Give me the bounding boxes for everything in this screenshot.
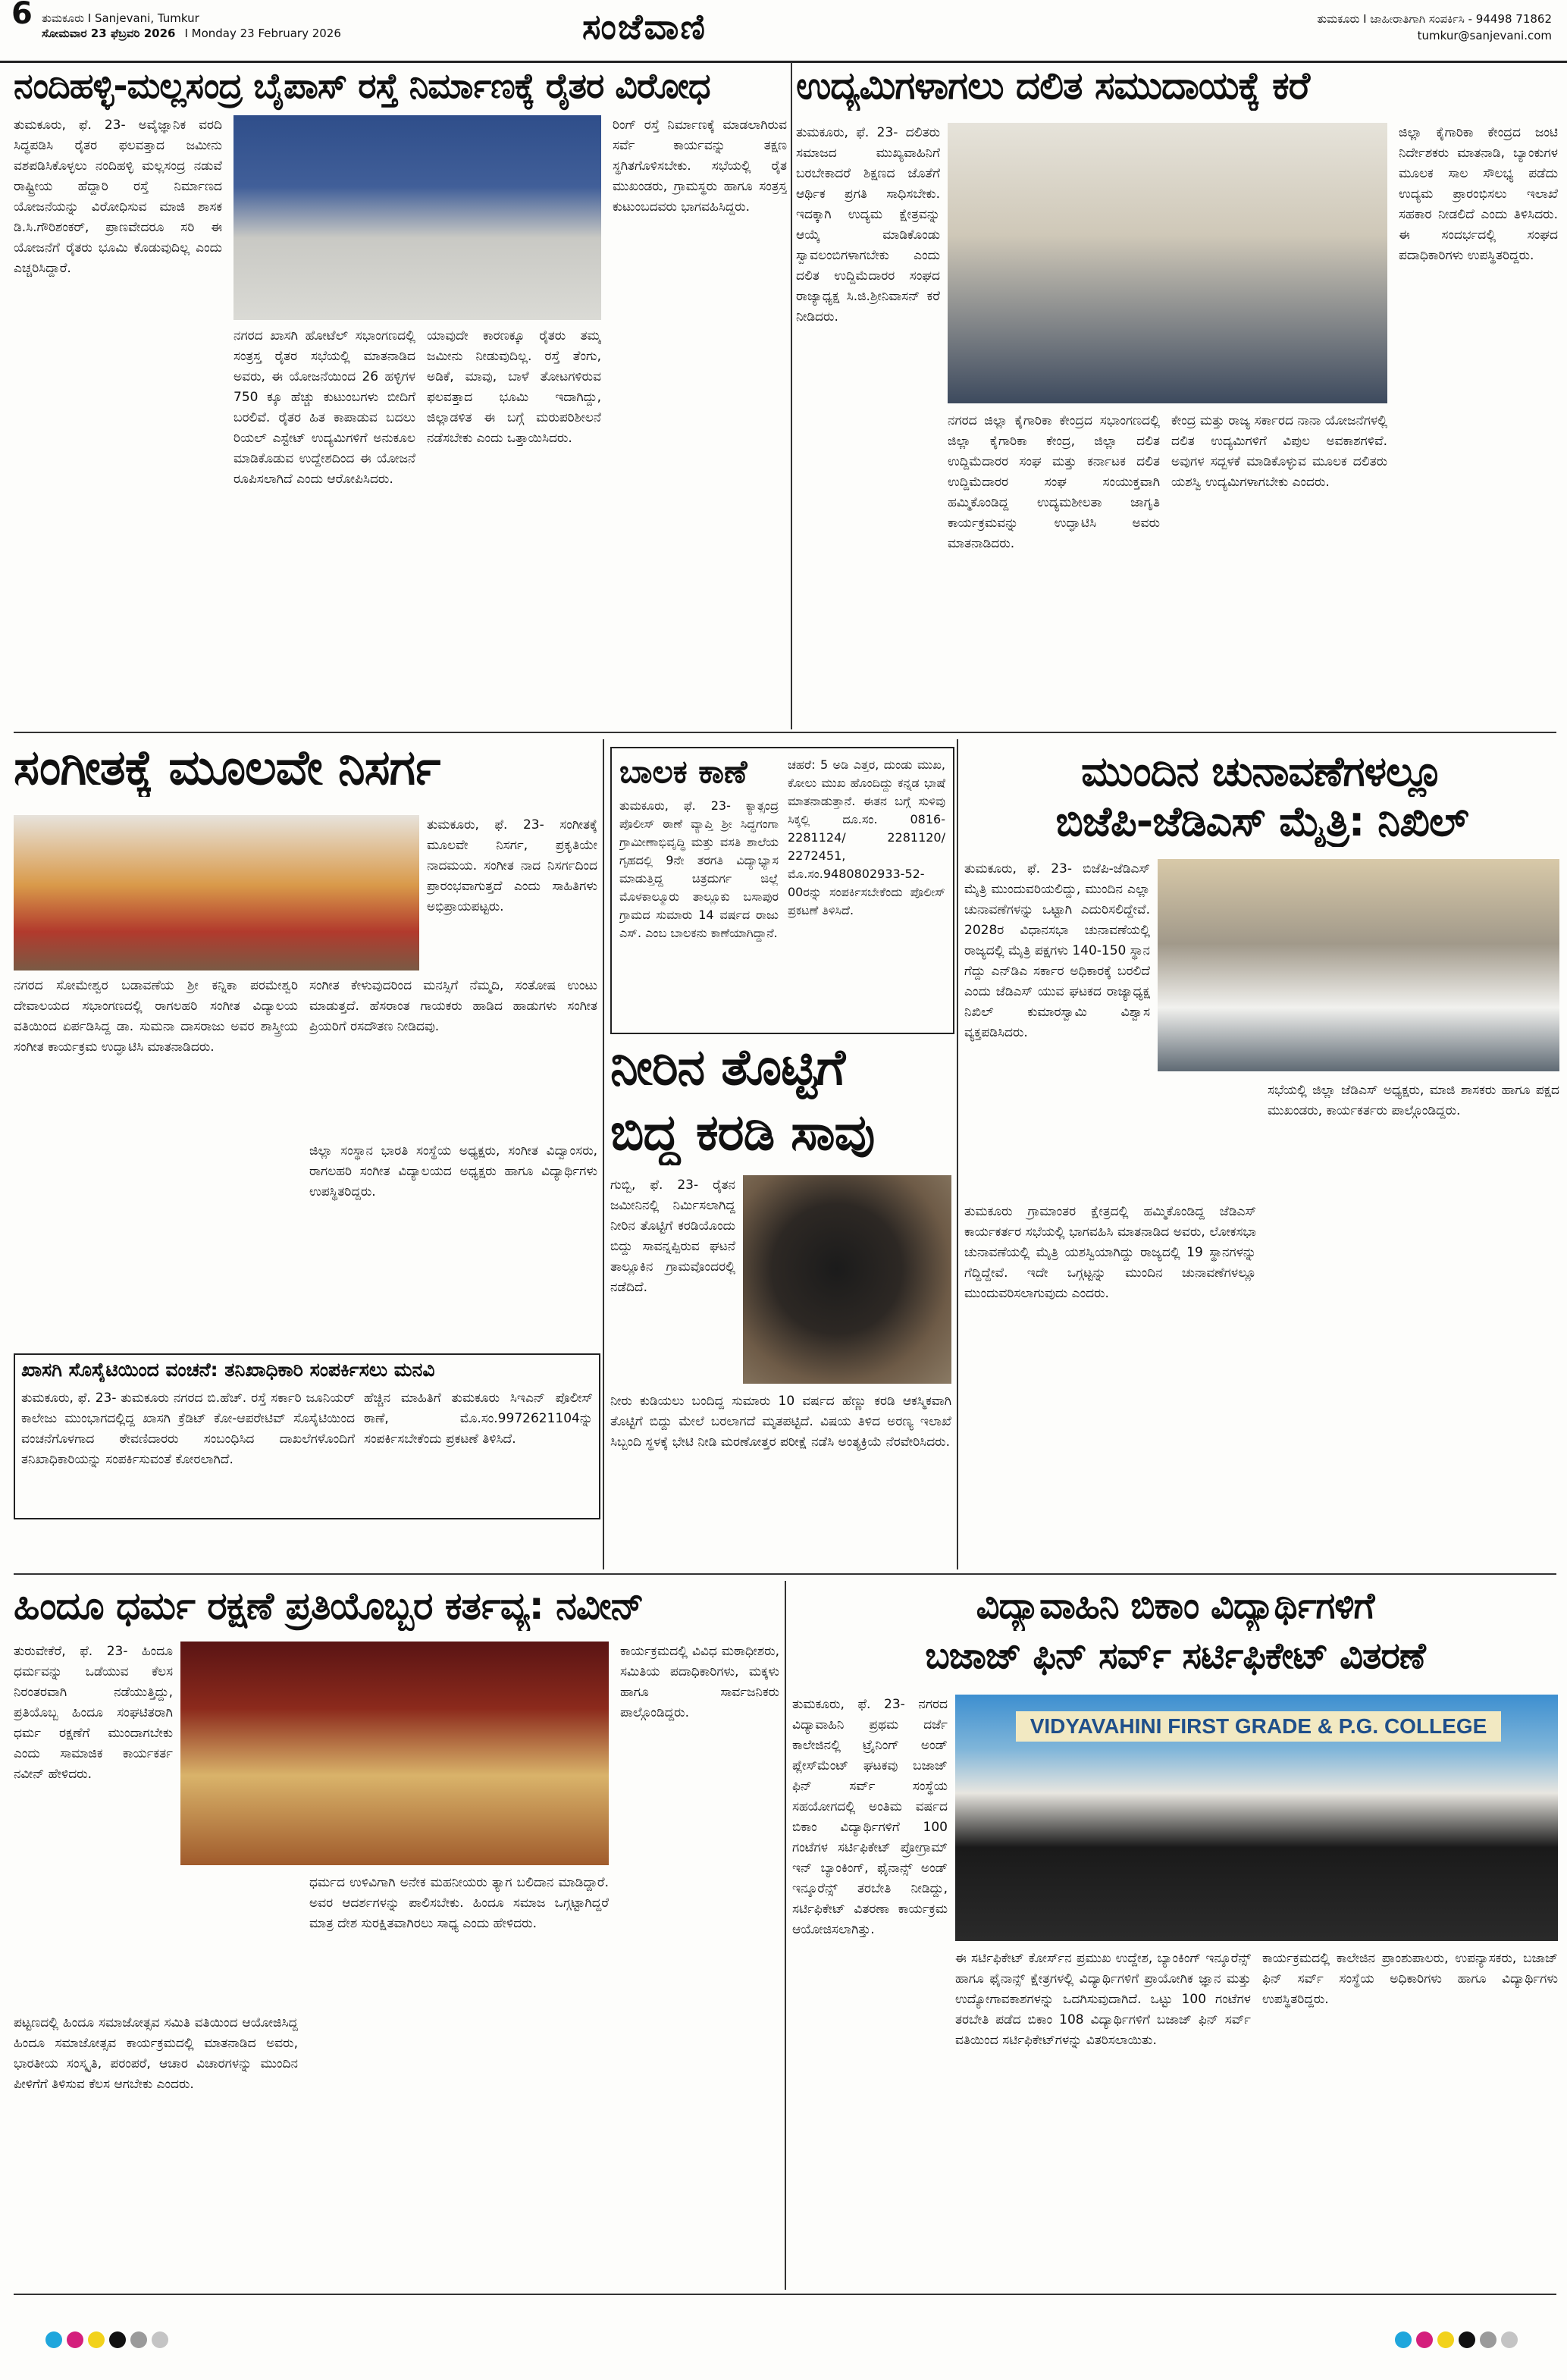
article-photo-group xyxy=(955,1695,1558,1941)
article-column: ಜಿಲ್ಲಾ ಸಂಸ್ಥಾನ ಭಾರತಿ ಸಂಸ್ಥೆಯ ಅಧ್ಯಕ್ಷರು, ಸಂಗೀತ ವಿದ್ವಾಂಸರು, ರಾಗಲಹರಿ ಸಂಗೀತ ವಿದ್ಯಾಲಯದ ಅಧ್ಯಕ್ಷರು ಹಾಗೂ ವಿದ್ಯಾರ್ಥಿಗಳು ಉಪಸ್ಥಿತರಿದ್ದರು. xyxy=(309,1143,597,1199)
grey-mark xyxy=(130,2331,147,2348)
article-column: ತುಮಕೂರು ಗ್ರಾಮಾಂತರ ಕ್ಷೇತ್ರದಲ್ಲಿ ಹಮ್ಮಿಕೊಂಡಿದ್ದ ಜೆಡಿಎಸ್ ಕಾರ್ಯಕರ್ತರ ಸಭೆಯಲ್ಲಿ ಭಾಗವಹಿಸಿ ಮಾತನಾಡಿದ ಅವರು, ಲೋಕಸಭಾ ಚುನಾವಣೆಯಲ್ಲಿ ಮೈತ್ರಿ ಯಶಸ್ವಿಯಾಗಿದ್ದು ರಾಜ್ಯದಲ್ಲಿ 19 ಸ್ಥಾನಗಳನ್ನು ಗೆದ್ದಿದ್ದೇವೆ. ಇದೇ ಒಗ್ಗಟ್ಟನ್ನು ಮುಂದಿನ ಚುನಾವಣೆಗಳಲ್ಲೂ ಮುಂದುವರಿಸಲಾಗುವುದು ಎಂದರು. xyxy=(964,1204,1256,1301)
article-column: ಹೆಚ್ಚಿನ ಮಾಹಿತಿಗೆ ತುಮಕೂರು ಸಿಇಎನ್ ಪೊಲೀಸ್ ಠಾಣೆ, ಮೊ.ಸಂ.9972621104ನ್ನು ಸಂಪರ್ಕಿಸಬೇಕೆಂದು ಪ್ರಕಟಣೆ ತಿಳಿಸಿದೆ. xyxy=(364,1391,593,1447)
article-column: ನಗರದ ಸೋಮೇಶ್ವರ ಬಡಾವಣೆಯ ಶ್ರೀ ಕನ್ನಿಕಾ ಪರಮೇಶ್ವರಿ ದೇವಾಲಯದ ಸಭಾಂಗಣದಲ್ಲಿ ರಾಗಲಹರಿ ಸಂಗೀತ ವಿದ್ಯಾಲಯ ವತಿಯಿಂದ ಏರ್ಪಡಿಸಿದ್ದ ಡಾ. ಸುಮನಾ ದಾಸರಾಜು ಅವರ ಶಾಸ್ತ್ರೀಯ ಸಂಗೀತ ಕಾರ್ಯಕ್ರಮ ಉದ್ಘಾಟಿಸಿ ಮಾತನಾಡಿದರು. xyxy=(14,978,298,1055)
article-photo-bear xyxy=(743,1175,951,1384)
article-bypass-protest xyxy=(14,61,788,728)
article-column: ಕಾರ್ಯಕ್ರಮದಲ್ಲಿ ವಿವಿಧ ಮಠಾಧೀಶರು, ಸಮಿತಿಯ ಪದಾಧಿಕಾರಿಗಳು, ಮಕ್ಕಳು ಹಾಗೂ ಸಾರ್ವಜನಿಕರು ಪಾಲ್ಗೊಂಡಿದ್ದರು. xyxy=(620,1644,779,1720)
article-bear-death xyxy=(610,1035,951,1569)
article-column: ಪಟ್ಟಣದಲ್ಲಿ ಹಿಂದೂ ಸಮಾಜೋತ್ಸವ ಸಮಿತಿ ವತಿಯಿಂದ ಆಯೋಜಿಸಿದ್ದ ಹಿಂದೂ ಸಮಾಜೋತ್ಸವ ಕಾರ್ಯಕ್ರಮದಲ್ಲಿ ಮಾತನಾಡಿದ ಅವರು, ಭಾರತೀಯ ಸಂಸ್ಕೃತಿ, ಪರಂಪರೆ, ಆಚಾರ ವಿಚಾರಗಳನ್ನು ಮುಂದಿನ ಪೀಳಿಗೆಗೆ ತಿಳಿಸುವ ಕೆಲಸ ಆಗಬೇಕು ಎಂದರು. xyxy=(14,2015,298,2092)
magenta-mark xyxy=(1416,2331,1433,2348)
article-photo xyxy=(180,1642,609,1865)
column-rule xyxy=(785,1581,786,2290)
article-column: ನಗರದ ಜಿಲ್ಲಾ ಕೈಗಾರಿಕಾ ಕೇಂದ್ರದ ಸಭಾಂಗಣದಲ್ಲಿ ಜಿಲ್ಲಾ ಕೈಗಾರಿಕಾ ಕೇಂದ್ರ, ಜಿಲ್ಲಾ ದಲಿತ ಉದ್ದಿಮೆದಾರರ ಸಂಘ ಮತ್ತು ಕರ್ನಾಟಕ ದಲಿತ ಉದ್ದಿಮೆದಾರರ ಸಂಘ ಸಂಯುಕ್ತವಾಗಿ ಹಮ್ಮಿಕೊಂಡಿದ್ದ ಉದ್ಯಮಶೀಲತಾ ಜಾಗೃತಿ ಕಾರ್ಯಕ್ರಮವನ್ನು ಉದ್ಘಾಟಿಸಿ ಅವರು ಮಾತನಾಡಿದರು. xyxy=(948,413,1160,551)
black-mark xyxy=(109,2331,126,2348)
article-hindu-dharma xyxy=(14,1581,779,2290)
article-headline-line1: ನೀರಿನ ತೊಟ್ಟಿಗೆ xyxy=(610,1038,845,1096)
article-column: ಈ ಸರ್ಟಿಫಿಕೇಟ್ ಕೋರ್ಸ್‌ನ ಪ್ರಮುಖ ಉದ್ದೇಶ, ಬ್ಯಾಂಕಿಂಗ್ ಇನ್ಶೂರೆನ್ಸ್ ಹಾಗೂ ಫೈನಾನ್ಸ್ ಕ್ಷೇತ್ರಗಳಲ್ಲಿ ವಿದ್ಯಾರ್ಥಿಗಳಿಗೆ ಪ್ರಾಯೋಗಿಕ ಜ್ಞಾನ ಮತ್ತು ಉದ್ಯೋಗಾವಕಾಶಗಳನ್ನು ಒದಗಿಸುವುದಾಗಿದೆ. ಒಟ್ಟು 100 ಗಂಟೆಗಳ ತರಬೇತಿ ಪಡೆದ ಬಿಕಾಂ 108 ವಿದ್ಯಾರ್ಥಿಗಳಿಗೆ ಬಜಾಜ್ ಫಿನ್ ಸರ್ವ್ ವತಿಯಿಂದ ಸರ್ಟಿಫಿಕೇಟ್‌ಗಳನ್ನು ವಿತರಿಸಲಾಯಿತು. xyxy=(955,1951,1251,2048)
date-kannada: ಸೋಮವಾರ 23 ಫೆಬ್ರವರಿ 2026 xyxy=(42,27,176,40)
date-english: I Monday 23 February 2026 xyxy=(184,27,341,40)
article-headline: ಉದ್ಯಮಿಗಳಾಗಲು ದಲಿತ ಸಮುದಾಯಕ್ಕೆ ಕರೆ xyxy=(796,64,1310,108)
masthead-right xyxy=(1317,11,1552,44)
article-headline: ಹಿಂದೂ ಧರ್ಮ ರಕ್ಷಣೆ ಪ್ರತಿಯೊಬ್ಬರ ಕರ್ತವ್ಯ: ನವೀನ್ xyxy=(14,1584,644,1628)
article-column: ಸಭೆಯಲ್ಲಿ ಜಿಲ್ಲಾ ಜೆಡಿಎಸ್ ಅಧ್ಯಕ್ಷರು, ಮಾಜಿ ಶಾಸಕರು ಹಾಗೂ ಪಕ್ಷದ ಮುಖಂಡರು, ಕಾರ್ಯಕರ್ತರು ಪಾಲ್ಗೊಂಡಿದ್ದರು. xyxy=(1268,1083,1559,1118)
article-headline: ಖಾಸಗಿ ಸೊಸೈಟಿಯಿಂದ ವಂಚನೆ: ತನಿಖಾಧಿಕಾರಿ ಸಂಪರ್ಕಿಸಲು ಮನವಿ xyxy=(21,1359,435,1381)
section-rule xyxy=(14,1573,1556,1575)
article-missing-boy xyxy=(610,747,954,1034)
black-mark xyxy=(1459,2331,1475,2348)
article-society-fraud xyxy=(14,1353,600,1519)
article-column: ನೀರು ಕುಡಿಯಲು ಬಂದಿದ್ದ ಸುಮಾರು 10 ವರ್ಷದ ಹೆಣ್ಣು ಕರಡಿ ಆಕಸ್ಮಿಕವಾಗಿ ತೊಟ್ಟಿಗೆ ಬಿದ್ದು ಮೇಲೆ ಬರಲಾಗದೆ ಮೃತಪಟ್ಟಿದೆ. ವಿಷಯ ತಿಳಿದ ಅರಣ್ಯ ಇಲಾಖೆ ಸಿಬ್ಬಂದಿ ಸ್ಥಳಕ್ಕೆ ಭೇಟಿ ನೀಡಿ ಮರಣೋತ್ತರ ಪರೀಕ್ಷೆ ನಡೆಸಿ ಅಂತ್ಯಕ್ರಿಯೆ ನೆರವೇರಿಸಿದರು. xyxy=(610,1394,951,1450)
article-headline: ಸಂಗೀತಕ್ಕೆ ಮೂಲವೇ ನಿಸರ್ಗ xyxy=(14,740,440,796)
yellow-mark xyxy=(88,2331,105,2348)
article-column: ತುಮಕೂರು, ಫೆ. 23- ತುಮಕೂರು ನಗರದ ಬಿ.ಹೆಚ್. ರಸ್ತೆ ಸರ್ಕಾರಿ ಜೂನಿಯರ್ ಕಾಲೇಜು ಮುಂಭಾಗದಲ್ಲಿದ್ದ ಖಾಸಗಿ ಕ್ರೆಡಿಟ್ ಕೋ-ಆಪರೇಟಿವ್ ಸೊಸೈಟಿಯಿಂದ ವಂಚನೆಗೊಳಗಾದ ಠೇವಣಿದಾರರು ಸಂಬಂಧಿಸಿದ ದಾಖಲೆಗಳೊಂದಿಗೆ ತನಿಖಾಧಿಕಾರಿಯನ್ನು ಸಂಪರ್ಕಿಸುವಂತೆ ಕೋರಲಾಗಿದೆ. xyxy=(21,1391,355,1467)
masthead xyxy=(0,0,1567,63)
article-bjp-jds-alliance xyxy=(964,739,1559,1569)
article-vidyavahini-certificates xyxy=(792,1581,1558,2290)
article-column: ಜಿಲ್ಲಾ ಕೈಗಾರಿಕಾ ಕೇಂದ್ರದ ಜಂಟಿ ನಿರ್ದೇಶಕರು ಮಾತನಾಡಿ, ಬ್ಯಾಂಕುಗಳ ಮೂಲಕ ಸಾಲ ಸೌಲಭ್ಯ ಪಡೆದು ಉದ್ಯಮ ಪ್ರಾರಂಭಿಸಲು ಇಲಾಖೆ ಸಹಕಾರ ನೀಡಲಿದೆ ಎಂದು ತಿಳಿಸಿದರು. ಈ ಸಂದರ್ಭದಲ್ಲಿ ಸಂಘದ ಪದಾಧಿಕಾರಿಗಳು ಉಪಸ್ಥಿತರಿದ್ದರು. xyxy=(1399,125,1558,263)
edition-label: ತುಮಕೂರು I Sanjevani, Tumkur xyxy=(42,11,199,25)
registration-marks-left xyxy=(45,2331,168,2348)
article-headline: ನಂದಿಹಳ್ಳಿ-ಮಲ್ಲಸಂದ್ರ ಬೈಪಾಸ್ ರಸ್ತೆ ನಿರ್ಮಾಣಕ್ಕೆ ರೈತರ ವಿರೋಧ xyxy=(14,65,710,106)
masthead-left xyxy=(11,0,341,41)
photo-banner-text: VIDYAVAHINI FIRST GRADE & P.G. COLLEGE xyxy=(1016,1711,1501,1742)
article-column: ತುಮಕೂರು, ಫೆ. 23- ಸಂಗೀತಕ್ಕೆ ಮೂಲವೇ ನಿಸರ್ಗ, ಪ್ರಕೃತಿಯೇ ನಾದಮಯ. ಸಂಗೀತ ನಾದ ನಿಸರ್ಗದಿಂದ ಪ್ರಾರಂಭವಾಗುತ್ತದೆ ಎಂದು ಸಾಹಿತಿಗಳು ಅಭಿಪ್ರಾಯಪಟ್ಟರು. xyxy=(427,817,597,914)
cyan-mark xyxy=(45,2331,62,2348)
article-column: ಚಹರೆ: 5 ಅಡಿ ಎತ್ತರ, ದುಂಡು ಮುಖ, ಕೋಲು ಮುಖ ಹೊಂದಿದ್ದು ಕನ್ನಡ ಭಾಷೆ ಮಾತನಾಡುತ್ತಾನೆ. ಈತನ ಬಗ್ಗೆ ಸುಳಿವು ಸಿಕ್ಕಲ್ಲಿ ದೂ.ಸಂ. 0816-2281124/ 2281120/ 2272451, ಮೊ.ಸಂ.9480802933-52-00ರನ್ನು ಸಂಪರ್ಕಿಸಬೇಕೆಂದು ಪೊಲೀಸ್ ಪ್ರಕಟಣೆ ತಿಳಿಸಿದೆ. xyxy=(788,757,945,917)
yellow-mark xyxy=(1437,2331,1454,2348)
article-music xyxy=(14,739,597,1353)
registration-marks-right xyxy=(1395,2331,1518,2348)
grey-mark xyxy=(1501,2331,1518,2348)
article-column: ತುರುವೇಕೆರೆ, ಫೆ. 23- ಹಿಂದೂ ಧರ್ಮವನ್ನು ಒಡೆಯುವ ಕೆಲಸ ನಿರಂತರವಾಗಿ ನಡೆಯುತ್ತಿದ್ದು, ಪ್ರತಿಯೊಬ್ಬ ಹಿಂದೂ ಸಂಘಟಿತರಾಗಿ ಧರ್ಮ ರಕ್ಷಣೆಗೆ ಮುಂದಾಗಬೇಕು ಎಂದು ಸಾಮಾಜಿಕ ಕಾರ್ಯಕರ್ತ ನವೀನ್ ಹೇಳಿದರು. xyxy=(14,1644,173,1782)
page-number: 6 xyxy=(11,0,33,31)
article-headline-line1: ಮುಂದಿನ ಚುನಾವಣೆಗಳಲ್ಲೂ xyxy=(1081,748,1443,795)
article-headline-line2: ಬಜಾಜ್ ಫಿನ್ ಸರ್ವ್ ಸರ್ಟಿಫಿಕೇಟ್ ವಿತರಣೆ xyxy=(925,1635,1425,1677)
email-link[interactable]: tumkur@sanjevani.com xyxy=(1417,29,1552,42)
newspaper-logo xyxy=(523,3,766,52)
article-photo xyxy=(233,115,601,320)
article-photo xyxy=(948,123,1387,403)
article-headline-line2: ಬಿದ್ದ ಕರಡಿ ಸಾವು xyxy=(610,1103,875,1162)
logo-text: ಸಂಜೆವಾಣಿ xyxy=(582,6,707,47)
article-photo xyxy=(14,815,419,971)
article-column: ಕಾರ್ಯಕ್ರಮದಲ್ಲಿ ಕಾಲೇಜಿನ ಪ್ರಾಂಶುಪಾಲರು, ಉಪನ್ಯಾಸಕರು, ಬಜಾಜ್ ಫಿನ್ ಸರ್ವ್ ಸಂಸ್ಥೆಯ ಅಧಿಕಾರಿಗಳು ಹಾಗೂ ವಿದ್ಯಾರ್ಥಿಗಳು ಉಪಸ್ಥಿತರಿದ್ದರು. xyxy=(1262,1951,1558,2007)
section-rule xyxy=(14,2294,1556,2295)
column-rule xyxy=(957,739,958,1569)
grey-mark xyxy=(1480,2331,1496,2348)
ad-contact: ತುಮಕೂರು I ಜಾಹೀರಾತಿಗಾಗಿ ಸಂಪರ್ಕಿಸಿ - 94498 71862 xyxy=(1317,12,1552,26)
article-column: ಗುಬ್ಬಿ, ಫೆ. 23- ರೈತನ ಜಮೀನಿನಲ್ಲಿ ನಿರ್ಮಿಸಲಾಗಿದ್ದ ನೀರಿನ ತೊಟ್ಟಿಗೆ ಕರಡಿಯೊಂದು ಬಿದ್ದು ಸಾವನ್ನಪ್ಪಿರುವ ಘಟನೆ ತಾಲ್ಲೂಕಿನ ಗ್ರಾಮವೊಂದರಲ್ಲಿ ನಡೆದಿದೆ. xyxy=(610,1177,735,1295)
grey-mark xyxy=(152,2331,168,2348)
article-column: ಧರ್ಮದ ಉಳಿವಿಗಾಗಿ ಅನೇಕ ಮಹನೀಯರು ತ್ಯಾಗ ಬಲಿದಾನ ಮಾಡಿದ್ದಾರೆ. ಅವರ ಆದರ್ಶಗಳನ್ನು ಪಾಲಿಸಬೇಕು. ಹಿಂದೂ ಸಮಾಜ ಒಗ್ಗಟ್ಟಾಗಿದ್ದರೆ ಮಾತ್ರ ದೇಶ ಸುರಕ್ಷಿತವಾಗಿರಲು ಸಾಧ್ಯ ಎಂದು ಹೇಳಿದರು. xyxy=(309,1875,609,1931)
article-column: ತುಮಕೂರು, ಫೆ. 23- ಅವೈಜ್ಞಾನಿಕ ವರದಿ ಸಿದ್ಧಪಡಿಸಿ ರೈತರ ಫಲವತ್ತಾದ ಜಮೀನು ವಶಪಡಿಸಿಕೊಳ್ಳಲು ನಂದಿಹಳ್ಳಿ ಮಲ್ಲಸಂದ್ರ ನಡುವೆ ರಾಷ್ಟ್ರೀಯ ಹೆದ್ದಾರಿ ರಸ್ತೆ ನಿರ್ಮಾಣದ ಯೋಜನೆಯನ್ನು ವಿರೋಧಿಸುವ ಮಾಜಿ ಶಾಸಕ ಡಿ.ಸಿ.ಗೌರಿಶಂಕರ್, ಪ್ರಾಣವೇದರೂ ಸರಿ ಈ ಯೋಜನೆಗೆ ರೈತರು ಭೂಮಿ ಕೊಡುವುದಿಲ್ಲ ಎಂದು ಎಚ್ಚರಿಸಿದ್ದಾರೆ. xyxy=(14,118,222,276)
column-rule xyxy=(603,739,604,1569)
article-column: ರಿಂಗ್ ರಸ್ತೆ ನಿರ್ಮಾಣಕ್ಕೆ ಮಾಡಲಾಗಿರುವ ಸರ್ವೆ ಕಾರ್ಯವನ್ನು ತಕ್ಷಣ ಸ್ಥಗಿತಗೊಳಿಸಬೇಕು. ಸಭೆಯಲ್ಲಿ ರೈತ ಮುಖಂಡರು, ಗ್ರಾಮಸ್ಥರು ಹಾಗೂ ಸಂತ್ರಸ್ತ ಕುಟುಂಬದವರು ಭಾಗವಹಿಸಿದ್ದರು. xyxy=(613,118,787,215)
article-photo xyxy=(1158,859,1559,1071)
article-column: ನಗರದ ಖಾಸಗಿ ಹೋಟೆಲ್ ಸಭಾಂಗಣದಲ್ಲಿ ಸಂತ್ರಸ್ತ ರೈತರ ಸಭೆಯಲ್ಲಿ ಮಾತನಾಡಿದ ಅವರು, ಈ ಯೋಜನೆಯಿಂದ 26 ಹಳ್ಳಿಗಳ 750 ಕ್ಕೂ ಹೆಚ್ಚು ಕುಟುಂಬಗಳು ಬೀದಿಗೆ ಬರಲಿವೆ. ರೈತರ ಹಿತ ಕಾಪಾಡುವ ಬದಲು ರಿಯಲ್ ಎಸ್ಟೇಟ್ ಉದ್ಯಮಿಗಳಿಗೆ ಅನುಕೂಲ ಮಾಡಿಕೊಡುವ ಉದ್ದೇಶದಿಂದ ಈ ಯೋಜನೆ ರೂಪಿಸಲಾಗಿದೆ ಎಂದು ಆರೋಪಿಸಿದರು. xyxy=(233,328,415,487)
article-column: ಯಾವುದೇ ಕಾರಣಕ್ಕೂ ರೈತರು ತಮ್ಮ ಜಮೀನು ನೀಡುವುದಿಲ್ಲ. ರಸ್ತೆ ತೆಂಗು, ಅಡಿಕೆ, ಮಾವು, ಬಾಳೆ ತೋಟಗಳಿರುವ ಫಲವತ್ತಾದ ಭೂಮಿ ಇದಾಗಿದ್ದು, ಜಿಲ್ಲಾಡಳಿತ ಈ ಬಗ್ಗೆ ಮರುಪರಿಶೀಲನೆ ನಡೆಸಬೇಕು ಎಂದು ಒತ್ತಾಯಿಸಿದರು. xyxy=(427,328,601,446)
article-column: ತುಮಕೂರು, ಫೆ. 23- ನಗರದ ವಿದ್ಯಾವಾಹಿನಿ ಪ್ರಥಮ ದರ್ಜೆ ಕಾಲೇಜಿನಲ್ಲಿ ಟ್ರೈನಿಂಗ್ ಅಂಡ್ ಪ್ಲೇಸ್‌ಮೆಂಟ್ ಘಟಕವು ಬಜಾಜ್ ಫಿನ್ ಸರ್ವ್ ಸಂಸ್ಥೆಯ ಸಹಯೋಗದಲ್ಲಿ ಅಂತಿಮ ವರ್ಷದ ಬಿಕಾಂ ವಿದ್ಯಾರ್ಥಿಗಳಿಗೆ 100 ಗಂಟೆಗಳ ಸರ್ಟಿಫಿಕೇಟ್ ಪ್ರೋಗ್ರಾಮ್ ಇನ್ ಬ್ಯಾಂಕಿಂಗ್, ಫೈನಾನ್ಸ್ ಅಂಡ್ ಇನ್ಶೂರೆನ್ಸ್ ತರಬೇತಿ ನೀಡಿದ್ದು, ಸರ್ಟಿಫಿಕೇಟ್ ವಿತರಣಾ ಕಾರ್ಯಕ್ರಮ ಆಯೋಜಿಸಲಾಗಿತ್ತು. xyxy=(792,1697,948,1937)
section-rule xyxy=(14,732,1556,733)
article-column: ತುಮಕೂರು, ಫೆ. 23- ಕ್ಯಾತ್ಸಂದ್ರ ಪೊಲೀಸ್ ಠಾಣೆ ವ್ಯಾಪ್ತಿ ಶ್ರೀ ಸಿದ್ಧಗಂಗಾ ಗ್ರಾಮೀಣಾಭಿವೃದ್ಧಿ ಮತ್ತು ವಸತಿ ಶಾಲೆಯ ಗೃಹದಲ್ಲಿ 9ನೇ ತರಗತಿ ವಿದ್ಯಾಭ್ಯಾಸ ಮಾಡುತ್ತಿದ್ದ ಚಿತ್ರದುರ್ಗ ಜಿಲ್ಲೆ ಮೊಳಕಾಲ್ಮೂರು ತಾಲ್ಲೂಕು ಬಸಾಪುರ ಗ್ರಾಮದ ಸುಮಾರು 14 ವರ್ಷದ ರಾಜು ಎಸ್. ಎಂಬ ಬಾಲಕನು ಕಾಣೆಯಾಗಿದ್ದಾನೆ. xyxy=(619,798,779,940)
magenta-mark xyxy=(67,2331,83,2348)
article-column: ತುಮಕೂರು, ಫೆ. 23- ದಲಿತರು ಸಮಾಜದ ಮುಖ್ಯವಾಹಿನಿಗೆ ಬರಬೇಕಾದರೆ ಶಿಕ್ಷಣದ ಜೊತೆಗೆ ಆರ್ಥಿಕ ಪ್ರಗತಿ ಸಾಧಿಸಬೇಕು. ಇದಕ್ಕಾಗಿ ಉದ್ಯಮ ಕ್ಷೇತ್ರವನ್ನು ಆಯ್ಕೆ ಮಾಡಿಕೊಂಡು ಸ್ವಾವಲಂಬಿಗಳಾಗಬೇಕು ಎಂದು ದಲಿತ ಉದ್ದಿಮೆದಾರರ ಸಂಘದ ರಾಜ್ಯಾಧ್ಯಕ್ಷ ಸಿ.ಜಿ.ಶ್ರೀನಿವಾಸನ್ ಕರೆ ನೀಡಿದರು. xyxy=(796,125,940,325)
article-column: ಸಂಗೀತ ಕೇಳುವುದರಿಂದ ಮನಸ್ಸಿಗೆ ನೆಮ್ಮದಿ, ಸಂತೋಷ ಉಂಟು ಮಾಡುತ್ತದೆ. ಹೆಸರಾಂತ ಗಾಯಕರು ಹಾಡಿದ ಹಾಡುಗಳು ಸಂಗೀತ ಪ್ರಿಯರಿಗೆ ರಸದೌತಣ ನೀಡಿದವು. xyxy=(309,978,597,1034)
article-dalit-entrepreneurs xyxy=(796,61,1558,728)
article-column: ತುಮಕೂರು, ಫೆ. 23- ಬಿಜೆಪಿ-ಜೆಡಿಎಸ್ ಮೈತ್ರಿ ಮುಂದುವರಿಯಲಿದ್ದು, ಮುಂದಿನ ಎಲ್ಲಾ ಚುನಾವಣೆಗಳನ್ನು ಒಟ್ಟಾಗಿ ಎದುರಿಸಲಿದ್ದೇವೆ. 2028ರ ವಿಧಾನಸಭಾ ಚುನಾವಣೆಯಲ್ಲಿ ರಾಜ್ಯದಲ್ಲಿ ಮೈತ್ರಿ ಪಕ್ಷಗಳು 140-150 ಸ್ಥಾನ ಗೆದ್ದು ಎನ್‌ಡಿಎ ಸರ್ಕಾರ ಅಧಿಕಾರಕ್ಕೆ ಬರಲಿದೆ ಎಂದು ಜೆಡಿಎಸ್ ಯುವ ಘಟಕದ ರಾಜ್ಯಾಧ್ಯಕ್ಷ ನಿಖಿಲ್ ಕುಮಾರಸ್ವಾಮಿ ವಿಶ್ವಾಸ ವ್ಯಕ್ತಪಡಿಸಿದರು. xyxy=(964,861,1150,1040)
column-rule xyxy=(791,62,792,729)
article-headline-line1: ವಿದ್ಯಾವಾಹಿನಿ ಬಿಕಾಂ ವಿದ್ಯಾರ್ಥಿಗಳಿಗೆ xyxy=(976,1585,1374,1627)
article-headline: ಬಾಲಕ ಕಾಣೆ xyxy=(619,753,747,790)
cyan-mark xyxy=(1395,2331,1412,2348)
article-column: ಕೇಂದ್ರ ಮತ್ತು ರಾಜ್ಯ ಸರ್ಕಾರದ ನಾನಾ ಯೋಜನೆಗಳಲ್ಲಿ ದಲಿತ ಉದ್ಯಮಿಗಳಿಗೆ ವಿಪುಲ ಅವಕಾಶಗಳಿವೆ. ಅವುಗಳ ಸದ್ಬಳಕೆ ಮಾಡಿಕೊಳ್ಳುವ ಮೂಲಕ ದಲಿತರು ಯಶಸ್ವಿ ಉದ್ಯಮಿಗಳಾಗಬೇಕು ಎಂದರು. xyxy=(1171,413,1387,490)
article-headline-line2: ಬಿಜೆಪಿ-ಜೆಡಿಎಸ್ ಮೈತ್ರಿ: ನಿಖಿಲ್ xyxy=(1055,798,1468,845)
